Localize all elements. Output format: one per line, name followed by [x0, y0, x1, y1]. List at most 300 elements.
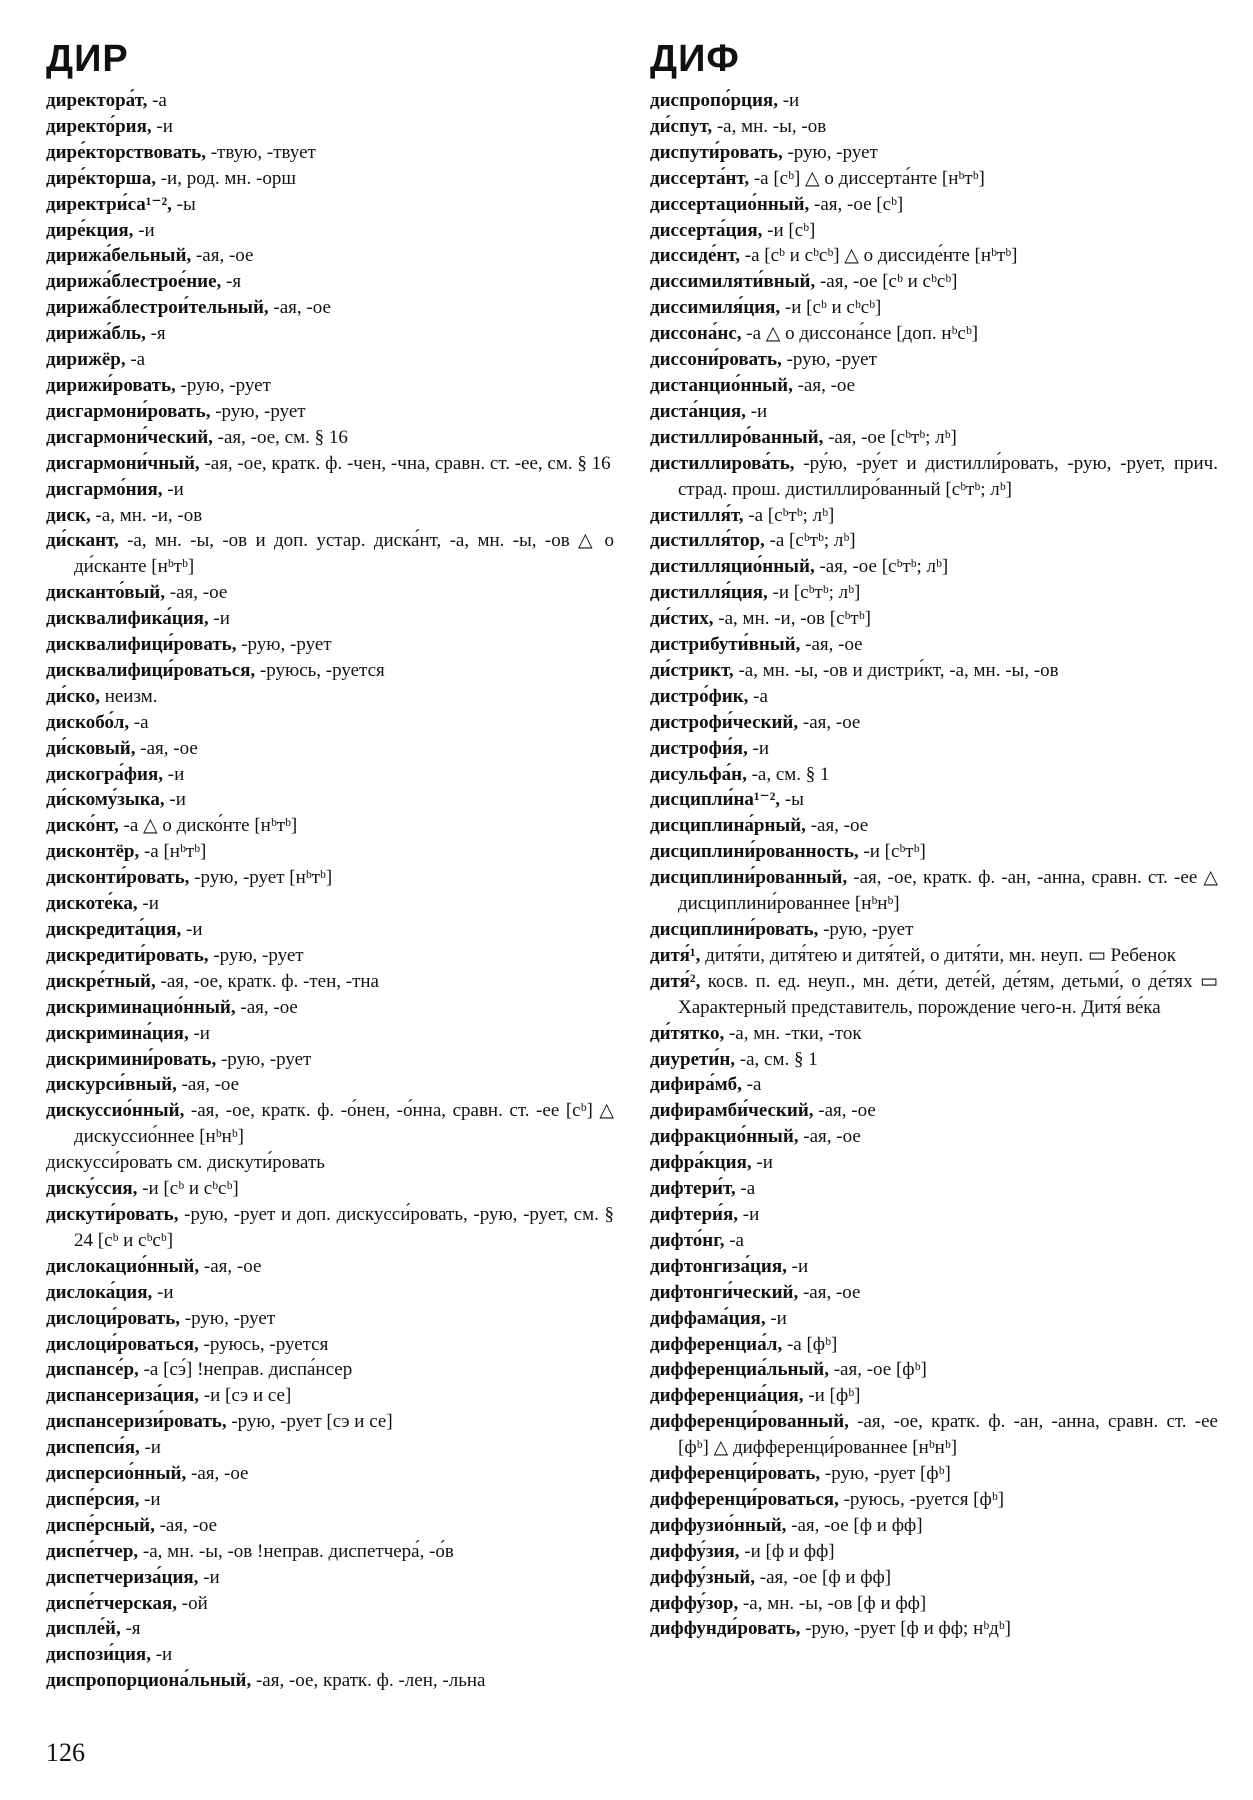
- entry-body: -и [фᵇ]: [803, 1385, 861, 1407]
- dictionary-entry: [46, 969, 614, 995]
- entry-body: -ы: [171, 193, 196, 215]
- entry-body: -а, мн. -ы, -ов и дистри́кт, -а, мн. -ы, -ов: [733, 659, 1059, 681]
- entry-body: -и: [151, 115, 173, 137]
- entry-headword: дистиллирова́ть,: [650, 452, 795, 474]
- entry-body: -ая, -ое [cᵇ и cᵇcᵇ]: [815, 271, 958, 293]
- entry-headword: дисгармони́чный,: [46, 452, 200, 474]
- entry-headword: дифференциа́ция,: [650, 1385, 804, 1407]
- entry-body: -а: [125, 349, 146, 371]
- entry-headword: директора́т,: [46, 90, 148, 111]
- dictionary-entry: [46, 1383, 614, 1409]
- entry-headword: дисциплини́рованный,: [650, 867, 848, 889]
- entry-body: -а [cᵇтᵇ; лᵇ]: [764, 530, 856, 552]
- dictionary-entry: [650, 1383, 1218, 1409]
- dictionary-entry: [650, 1306, 1218, 1332]
- entry-headword: директри́са¹⁻²,: [46, 193, 172, 215]
- entry-headword: дискримина́ция,: [46, 1022, 189, 1044]
- entry-headword: дифтонгиза́ция,: [650, 1255, 787, 1277]
- entry-headword: диссимиляти́вный,: [650, 271, 816, 293]
- entry-body: -и: [163, 763, 185, 785]
- dictionary-entry: [46, 451, 614, 477]
- entry-headword: дирижа́блестрои́тельный,: [46, 297, 269, 319]
- dictionary-entry: [650, 1021, 1218, 1047]
- entry-body: -ая, -ое [ф и фф]: [786, 1514, 923, 1536]
- dictionary-entry: [650, 1513, 1218, 1539]
- entry-headword: диффу́зор,: [650, 1592, 739, 1614]
- entry-headword: дисципли́на¹⁻²,: [650, 789, 781, 811]
- entry-headword: диспози́ция,: [46, 1644, 151, 1666]
- dictionary-entry: [650, 503, 1218, 529]
- entry-headword: диспути́ровать,: [650, 141, 783, 163]
- entry-headword: дискредити́ровать,: [46, 944, 209, 966]
- entry-body: -ая, -ое: [135, 737, 198, 759]
- entry-headword: диффу́зный,: [650, 1566, 755, 1588]
- entry-body: -твую, -твует: [205, 141, 316, 163]
- dictionary-entry: [46, 1072, 614, 1098]
- dictionary-entry: [650, 1072, 1218, 1098]
- entry-headword: дискути́ровать,: [46, 1203, 179, 1225]
- entry-body: -ая, -ое [фᵇ]: [828, 1359, 927, 1381]
- entry-headword: дифференциа́льный,: [650, 1359, 829, 1381]
- entry-body: -а [cэ́] !неправ. диспа́нсер: [138, 1359, 353, 1381]
- entry-body: -рую, -рует: [216, 1048, 312, 1070]
- dictionary-entry: [46, 425, 614, 451]
- dictionary-entry: [46, 1047, 614, 1073]
- dictionary-entry: [46, 140, 614, 166]
- entry-headword: дифтонги́ческий,: [650, 1281, 799, 1303]
- entry-headword: дире́кторша,: [46, 167, 156, 189]
- dictionary-entry: [46, 373, 614, 399]
- dictionary-entry: [650, 632, 1218, 658]
- entry-body: -ая, -ое: [235, 996, 298, 1018]
- dictionary-entry: [46, 88, 614, 114]
- dictionary-entry: [650, 425, 1218, 451]
- entry-body: -и [cᵇ и cᵇcᵇ]: [780, 297, 882, 319]
- entry-headword: диссерта́ция,: [650, 219, 763, 241]
- entry-headword: диффунди́ровать,: [650, 1618, 801, 1640]
- dictionary-entry: [46, 839, 614, 865]
- left-running-header: ДИР: [46, 38, 129, 80]
- entry-headword: диффу́зия,: [650, 1540, 740, 1562]
- dictionary-entry: [650, 554, 1218, 580]
- dictionary-entry: [46, 503, 614, 529]
- entry-body: -ая, -ое [cᵇтᵇ; лᵇ]: [823, 426, 957, 448]
- entry-headword: дислоци́роваться,: [46, 1333, 199, 1355]
- entry-body: -ая, -ое: [191, 245, 254, 267]
- entry-body: -рую, -рует: [236, 634, 332, 656]
- entry-headword: дифференци́роваться,: [650, 1488, 839, 1510]
- dictionary-entry: [650, 373, 1218, 399]
- entry-body: -я: [120, 1618, 141, 1640]
- entry-headword: диссони́ровать,: [650, 349, 782, 371]
- dictionary-entry: [650, 114, 1218, 140]
- entry-headword: дифра́кция,: [650, 1152, 752, 1174]
- dictionary-entry: [650, 399, 1218, 425]
- entry-body: -ая, -ое: [798, 711, 861, 733]
- entry-body: -и [cᵇтᵇ]: [858, 841, 926, 863]
- entry-body: -и [cᵇ и cᵇcᵇ]: [137, 1178, 239, 1200]
- entry-headword: диурети́н,: [650, 1048, 736, 1070]
- entry-body: -и: [152, 1281, 174, 1303]
- entry-headword: дифференци́рованный,: [650, 1411, 849, 1433]
- entry-body: -ая, -ое: [805, 815, 869, 837]
- entry-headword: дисперсио́нный,: [46, 1463, 187, 1485]
- dictionary-entry: [650, 1228, 1218, 1254]
- dictionary-entry: [650, 295, 1218, 321]
- dictionary-entry: [650, 192, 1218, 218]
- entry-headword: дифтери́т,: [650, 1178, 736, 1200]
- dictionary-entry: [650, 1616, 1218, 1642]
- entry-body: -рую, -рует: [208, 944, 304, 966]
- entry-headword: дисгармо́ния,: [46, 478, 163, 500]
- entry-body: -и: [162, 478, 184, 500]
- dictionary-entry: [46, 1306, 614, 1332]
- entry-body: -а: [735, 1178, 756, 1200]
- entry-body: -ая, -ое, кратк. ф. -ан, -анна, сравн. ст. -ее △ дисциплини́рованнее [нᵇнᵇ]: [678, 867, 1218, 915]
- dictionary-entry: [46, 1461, 614, 1487]
- entry-body: -ы: [780, 789, 804, 811]
- entry-body: -ая, -ое: [186, 1463, 249, 1485]
- entry-headword: диссертацио́нный,: [650, 193, 810, 215]
- entry-body: -и, род. мн. -орш: [155, 167, 296, 189]
- dictionary-entry: [46, 321, 614, 347]
- page-number: 126: [46, 1738, 85, 1767]
- entry-body: -ая, -ое, кратк. ф. -лен, -льна: [251, 1670, 486, 1692]
- entry-headword: диск,: [46, 504, 91, 526]
- entry-body: -а [cᵇ и cᵇcᵇ] △ о диссиде́нте [нᵇтᵇ]: [740, 245, 1018, 267]
- dictionary-entry: [46, 1332, 614, 1358]
- entry-body: -и: [139, 1488, 161, 1510]
- dictionary-entry: [46, 218, 614, 244]
- entry-body: -а, мн. -ы, -ов !неправ. диспетчера́, -о́в: [138, 1540, 454, 1562]
- entry-body: -и: [747, 737, 769, 759]
- dictionary-entry: [650, 813, 1218, 839]
- right-column: [650, 88, 1218, 1642]
- dictionary-entry: [46, 736, 614, 762]
- dictionary-entry: [46, 114, 614, 140]
- entry-body: -и [cᵇтᵇ; лᵇ]: [767, 582, 861, 604]
- entry-headword: дистилля́ция,: [650, 582, 768, 604]
- entry-headword: дисквалифици́роваться,: [46, 659, 256, 681]
- entry-headword: дискурси́вный,: [46, 1074, 177, 1096]
- dictionary-entry: [650, 969, 1218, 1021]
- dictionary-entry: [46, 1202, 614, 1254]
- entry-headword: дифто́нг,: [650, 1229, 725, 1251]
- dictionary-entry: [650, 1487, 1218, 1513]
- entry-headword: дискримини́ровать,: [46, 1048, 217, 1070]
- entry-headword: дисциплини́ровать,: [650, 919, 819, 940]
- dictionary-entry: [650, 1591, 1218, 1617]
- entry-headword: дислокацио́нный,: [46, 1255, 200, 1277]
- entry-headword: дисканто́вый,: [46, 582, 166, 604]
- entry-body: -а [фᵇ]: [782, 1333, 838, 1355]
- entry-headword: диссимиля́ция,: [650, 297, 781, 319]
- dictionary-entry: [46, 995, 614, 1021]
- entry-body: -рую, -рует: [175, 374, 271, 396]
- dictionary-entry: [650, 839, 1218, 865]
- dictionary-entry: [46, 1642, 614, 1668]
- dictionary-entry: [650, 865, 1218, 917]
- dictionary-entry: [650, 787, 1218, 813]
- entry-body: -ая, -ое, кратк. ф. -ан, -анна, сравн. ст. -ее [фᵇ] △ дифференци́рованнее [нᵇнᵇ]: [678, 1411, 1218, 1459]
- entry-headword: дискоте́ка,: [46, 893, 138, 915]
- entry-headword: дистилляцио́нный,: [650, 556, 815, 578]
- entry-body: -и: [208, 608, 230, 630]
- dictionary-entry: [46, 917, 614, 943]
- entry-body: -руюсь, -руется: [198, 1333, 329, 1355]
- entry-body: -рую, -рует: [781, 349, 877, 371]
- entry-headword: дискуссио́нный,: [46, 1100, 185, 1122]
- dictionary-entry: [46, 1668, 614, 1694]
- entry-body: -а, см. § 1: [735, 1048, 818, 1070]
- entry-body: -рую, -рует [нᵇтᵇ]: [189, 867, 333, 889]
- entry-body: -и: [139, 1437, 161, 1459]
- dictionary-entry: [650, 917, 1218, 943]
- entry-body: -и: [137, 893, 159, 915]
- entry-body: -а, мн. -и, -ов [cᵇтᵇ]: [713, 608, 871, 630]
- entry-headword: ди́сковый,: [46, 737, 136, 759]
- dictionary-entry: [650, 1124, 1218, 1150]
- dictionary-entry: [650, 580, 1218, 606]
- entry-headword: диспе́тчерская,: [46, 1592, 178, 1614]
- entry-headword: дирижа́бельный,: [46, 245, 192, 267]
- dictionary-entry: [650, 1280, 1218, 1306]
- entry-body: -и: [777, 90, 800, 111]
- entry-headword: дисульфа́н,: [650, 763, 747, 785]
- entry-headword: дифференциа́л,: [650, 1333, 783, 1355]
- dictionary-entry: [46, 787, 614, 813]
- dictionary-entry: [650, 451, 1218, 503]
- entry-headword: диссона́нс,: [650, 323, 742, 345]
- left-column: [46, 88, 614, 1694]
- entry-body: -а, мн. -ы, -ов и доп. устар. диска́нт, -а, мн. -ы, -ов △ о ди́сканте [нᵇтᵇ]: [74, 530, 614, 578]
- entry-body: косв. п. ед. неуп., мн. де́ти, дете́й, де́тям, детьми́, о де́тях ▭ Характерный представитель, порождение чего-н. Дитя́ ве́ка: [678, 970, 1218, 1018]
- dictionary-entry: [650, 528, 1218, 554]
- dictionary-entry: [46, 865, 614, 891]
- entry-headword: дифракцио́нный,: [650, 1126, 799, 1148]
- entry-body: -а, мн. -ы, -ов: [712, 115, 827, 137]
- dictionary-entry: [650, 1357, 1218, 1383]
- entry-headword: диспансеризи́ровать,: [46, 1411, 227, 1433]
- entry-body: -рую, -рует: [210, 400, 306, 422]
- dictionary-entry: [650, 1150, 1218, 1176]
- right-running-header: ДИФ: [650, 38, 740, 80]
- entry-body: -руюсь, -руется [фᵇ]: [838, 1488, 1005, 1510]
- entry-body: -ой: [177, 1592, 208, 1614]
- dictionary-entry: [650, 684, 1218, 710]
- dictionary-entry: [650, 943, 1218, 969]
- entry-headword: дискредита́ция,: [46, 919, 182, 940]
- dictionary-entry: [46, 813, 614, 839]
- entry-headword: дискриминацио́нный,: [46, 996, 236, 1018]
- entry-headword: ди́скому́зыка,: [46, 789, 165, 811]
- entry-body: -ая, -ое: [813, 1100, 876, 1122]
- entry-body: -а, мн. -ы, -ов [ф и фф]: [738, 1592, 927, 1614]
- entry-headword: дискобо́л,: [46, 711, 130, 733]
- dictionary-entry: [650, 710, 1218, 736]
- entry-headword: диспле́й,: [46, 1618, 121, 1640]
- entry-body: -а: [147, 90, 167, 111]
- dictionary-entry: [46, 762, 614, 788]
- dictionary-entry: [46, 1513, 614, 1539]
- entry-headword: дисконти́ровать,: [46, 867, 190, 889]
- entry-headword: дирижи́ровать,: [46, 374, 176, 396]
- entry-body: -рую, -рует: [180, 1307, 276, 1329]
- dictionary-entry: [46, 1176, 614, 1202]
- entry-headword: дифференци́ровать,: [650, 1463, 821, 1485]
- entry-headword: ди́спут,: [650, 115, 713, 137]
- entry-body: -и: [765, 1307, 787, 1329]
- entry-headword: диссиде́нт,: [650, 245, 741, 267]
- entry-headword: диспропорциона́льный,: [46, 1670, 252, 1692]
- entry-headword: дисквалифика́ция,: [46, 608, 209, 630]
- entry-body: -а: [129, 711, 149, 733]
- dictionary-entry: [650, 321, 1218, 347]
- dictionary-entry: [650, 1565, 1218, 1591]
- dictionary-entry: [650, 1098, 1218, 1124]
- dictionary-entry: [650, 243, 1218, 269]
- entry-body: -я: [145, 323, 166, 345]
- entry-headword: дифтери́я,: [650, 1203, 739, 1225]
- dictionary-entry: [650, 1461, 1218, 1487]
- dictionary-entry: [650, 1047, 1218, 1073]
- entry-body: -а [cᵇтᵇ; лᵇ]: [743, 504, 835, 526]
- entry-body: -а: [741, 1074, 762, 1096]
- entry-headword: диспропо́рция,: [650, 90, 778, 111]
- entry-headword: диста́нция,: [650, 400, 746, 422]
- dictionary-entry: [46, 1409, 614, 1435]
- entry-headword: диффама́ция,: [650, 1307, 766, 1329]
- dictionary-entry: [46, 1021, 614, 1047]
- entry-headword: дискре́тный,: [46, 970, 156, 992]
- entry-body: -рую, -рует: [818, 919, 914, 940]
- entry-body: -а △ о диско́нте [нᵇтᵇ]: [118, 815, 298, 837]
- entry-body: -руюсь, -руется: [255, 659, 385, 681]
- dictionary-entry: [46, 1280, 614, 1306]
- entry-headword: диспе́рсный,: [46, 1514, 155, 1536]
- dictionary-entry: [46, 658, 614, 684]
- entry-body: -ая, -ое: [199, 1255, 262, 1277]
- dictionary-entry: [46, 1150, 614, 1176]
- entry-headword: дисциплина́рный,: [650, 815, 806, 837]
- dictionary-entry: [650, 347, 1218, 373]
- dictionary-entry: [46, 477, 614, 503]
- dictionary-entry: [46, 580, 614, 606]
- dictionary-entry: [46, 891, 614, 917]
- entry-body: -ая, -ое: [176, 1074, 240, 1096]
- dictionary-entry: [46, 1098, 614, 1150]
- entry-headword: диско́нт,: [46, 815, 119, 837]
- entry-body: -и: [133, 219, 155, 241]
- entry-body: -а, мн. -тки, -ток: [724, 1022, 862, 1044]
- entry-body: неизм.: [99, 685, 158, 707]
- entry-body: -а: [724, 1229, 744, 1251]
- entry-body: дискусси́ровать см. дискути́ровать: [46, 1152, 325, 1174]
- entry-body: -и: [198, 1566, 220, 1588]
- dictionary-entry: [46, 1357, 614, 1383]
- entry-headword: дискогра́фия,: [46, 763, 164, 785]
- entry-body: -а: [748, 685, 768, 707]
- entry-headword: дирижа́бль,: [46, 323, 146, 345]
- dictionary-entry: [46, 1591, 614, 1617]
- entry-headword: дистрофи́я,: [650, 737, 748, 759]
- dictionary-entry: [46, 243, 614, 269]
- entry-headword: диспансериза́ция,: [46, 1385, 200, 1407]
- entry-body: -и: [181, 919, 203, 940]
- entry-headword: ди́стих,: [650, 608, 714, 630]
- entry-headword: дитя́²,: [650, 970, 701, 992]
- dictionary-entry: [650, 140, 1218, 166]
- dictionary-entry: [46, 1539, 614, 1565]
- entry-headword: ди́скант,: [46, 530, 119, 552]
- entry-headword: дире́кторствовать,: [46, 141, 206, 163]
- entry-body: -ая, -ое, кратк. ф. -чен, -чна, сравн. ст. -ее, см. § 16: [199, 452, 611, 474]
- entry-headword: дифирамби́ческий,: [650, 1100, 814, 1122]
- entry-headword: дитя́¹,: [650, 944, 701, 966]
- entry-body: -и [cᵇ]: [762, 219, 816, 241]
- dictionary-entry: [46, 528, 614, 580]
- entry-headword: диспе́рсия,: [46, 1488, 140, 1510]
- entry-body: -и: [150, 1644, 173, 1666]
- entry-body: -я: [221, 271, 242, 293]
- entry-body: -и: [738, 1203, 760, 1225]
- dictionary-entry: [46, 1565, 614, 1591]
- entry-body: -а [cᵇ] △ о диссерта́нте [нᵇтᵇ]: [749, 167, 985, 189]
- dictionary-entry: [650, 166, 1218, 192]
- entry-headword: дисконтёр,: [46, 841, 140, 863]
- entry-body: -и: [786, 1255, 809, 1277]
- entry-headword: диспансе́р,: [46, 1359, 139, 1381]
- dictionary-entry: [46, 166, 614, 192]
- entry-headword: дирижёр,: [46, 349, 126, 371]
- entry-body: -и: [188, 1022, 210, 1044]
- dictionary-entry: [46, 1616, 614, 1642]
- dictionary-entry: [650, 1254, 1218, 1280]
- dictionary-entry: [650, 736, 1218, 762]
- dictionary-entry: [46, 1487, 614, 1513]
- dictionary-entry: [46, 1435, 614, 1461]
- dictionary-entry: [650, 1539, 1218, 1565]
- dictionary-entry: [46, 399, 614, 425]
- dictionary-entry: [46, 684, 614, 710]
- entry-headword: дистрибути́вный,: [650, 634, 801, 656]
- entry-headword: ди́стрикт,: [650, 659, 734, 681]
- dictionary-entry: [46, 710, 614, 736]
- entry-body: -а △ о диссона́нсе [доп. нᵇcᵇ]: [741, 323, 979, 345]
- entry-headword: дисциплини́рованность,: [650, 841, 859, 863]
- entry-body: -а, мн. -и, -ов: [90, 504, 203, 526]
- dictionary-entry: [650, 762, 1218, 788]
- dictionary-entry: [46, 632, 614, 658]
- entry-headword: дислоци́ровать,: [46, 1307, 181, 1329]
- entry-headword: ди́ско,: [46, 685, 100, 707]
- entry-headword: дисгармони́ческий,: [46, 426, 213, 448]
- entry-body: -и: [751, 1152, 773, 1174]
- entry-headword: диску́ссия,: [46, 1178, 138, 1200]
- entry-body: -а [нᵇтᵇ]: [139, 841, 207, 863]
- entry-body: -ая, -ое: [268, 297, 331, 319]
- dictionary-entry: [46, 606, 614, 632]
- entry-headword: дифира́мб,: [650, 1074, 742, 1096]
- entry-headword: дире́кция,: [46, 219, 134, 241]
- entry-body: -рую, -рует [ф и фф; нᵇдᵇ]: [800, 1618, 1011, 1640]
- entry-headword: диссерта́нт,: [650, 167, 750, 189]
- entry-headword: дистилля́тор,: [650, 530, 765, 552]
- entry-body: -рую, -рует [сэ и се]: [226, 1411, 393, 1433]
- entry-headword: диспе́тчер,: [46, 1540, 139, 1562]
- dictionary-entry: [650, 658, 1218, 684]
- entry-body: -рую, -рует [фᵇ]: [820, 1463, 951, 1485]
